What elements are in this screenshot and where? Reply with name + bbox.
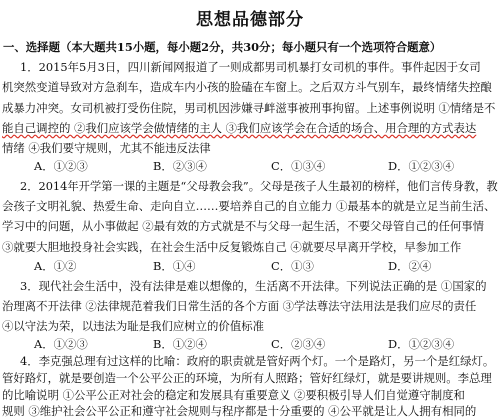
q3-option-a: A．①②③	[34, 337, 88, 351]
q1-line-1: 1．2015年5月3日，四川新闻网报道了一则成都男司机暴打女司机的事件。事件起因于女司	[20, 60, 481, 74]
q4-line-1: 4．李克强总理有过这样的比喻：政府的职责就是管好两个灯。一个是路灯，另一个是红绿灯。	[20, 354, 495, 368]
q2-option-c: C．①③	[271, 259, 314, 273]
q1-option-c: C．①③④	[271, 159, 326, 173]
q2-option-b: B．①④	[153, 259, 196, 273]
q3-line-3: ④以守法为荣，以违法为耻是我们应树立的价值标准	[2, 319, 264, 333]
q3-line-2: 治理离不开法律 ②法律规范着我们日常生活的各个方面 ③学法尊法守法用法是我们应尽的责任	[2, 299, 477, 313]
q2-line-1: 2．2014年开学第一课的主题是“父母教会我”。父母是孩子人生最初的榜样，他们言传身教，教	[20, 179, 498, 193]
q1-line-5: 情绪 ④我们要守规则，尤其不能违反法律	[2, 141, 211, 155]
q4-line-3: 的比喻说明 ①公平公正对社会的稳定和发展具有重要意义 ②要积极引导人们自觉遵守制度和	[2, 388, 465, 402]
q1-option-b: B．②③④	[153, 159, 207, 173]
q2-line-2: 会孩子文明礼貌、热爱生命、走向自立……要培养自己的自立能力 ①最基本的就是立足当前生活、	[2, 199, 496, 213]
q1-line-3: 成暴力冲突。女司机被打受伤住院，男司机因涉嫌寻衅滋事被刑事拘留。上述事例说明 ①情绪是不	[2, 101, 496, 115]
q2-line-4: ③就要大胆地投身社会实践，在社会生活中反复锻炼自己 ④就要尽早离开学校，早参加工作	[2, 240, 462, 254]
q3-option-b: B．①②④	[153, 337, 207, 351]
q2-option-a: A．①②	[34, 259, 77, 273]
q2-option-d: D．②④	[388, 259, 432, 273]
q1-line-4: 能自己调控的 ②我们应该学会做情绪的主人 ③我们应该学会在合适的场合、用合理的方式表达	[2, 121, 477, 135]
q1-option-d: D．①②③④	[388, 159, 455, 173]
q4-line-4: 规则 ③维护社会公平公正和遵守社会规则与程序都是十分重要的 ④公平就是让人人拥有相同的	[2, 404, 477, 418]
section-heading: 一、选择题（本大题共15小题，每小题2分，共30分；每小题只有一个选项符合题意）	[3, 40, 442, 54]
q3-option-d: D．①②③④	[388, 337, 455, 351]
q1-line-2: 机突然变道导致对方急刹车，造成车内小孩的脸磕在车窗上。之后双方斗气别车，最终情绪失控酿	[2, 80, 492, 94]
q2-line-3: 学习中的问题，从小事做起 ②最有效的方式就是不与父母一起生活，不要父母管自己的任何事情	[2, 219, 485, 233]
q4-line-2: 管好路灯，就是要创造一个公平公正的环境，为所有人照路；管好红绿灯，就是要讲规则。李总理	[2, 371, 492, 385]
q3-line-1: 3．现代社会生活中，没有法律是难以想像的，生活离不开法律。下列说法正确的是 ①国家的	[20, 279, 487, 293]
q1-option-a: A．①②③	[34, 159, 88, 173]
q3-option-c: C．②③④	[271, 337, 326, 351]
page-title: 思想品德部分	[196, 10, 304, 30]
